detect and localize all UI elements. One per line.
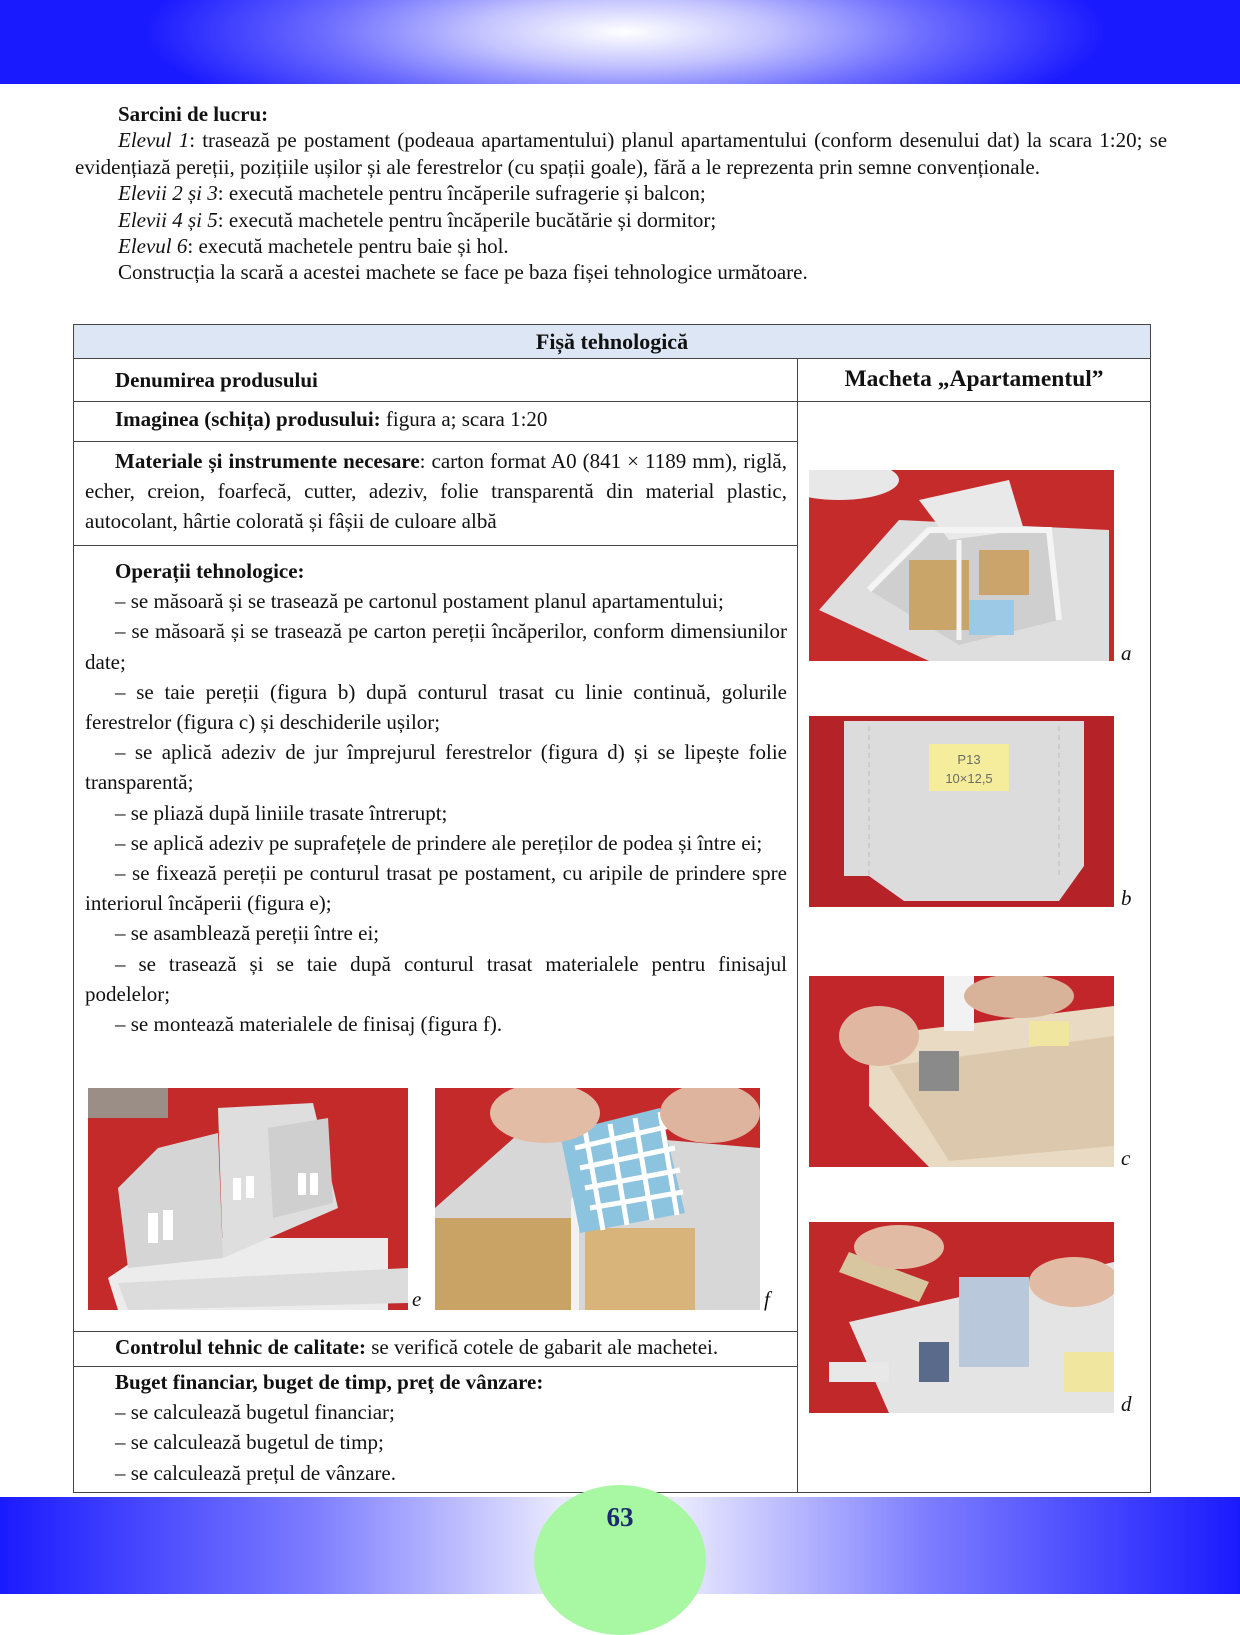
student-6-name: Elevul 6	[118, 234, 188, 259]
figure-a-label: a	[1121, 641, 1132, 665]
quality-label: Controlul tehnic de calitate:	[115, 1335, 366, 1359]
quality-cell	[74, 1332, 798, 1367]
figure-b-note-line-1: P13	[957, 752, 981, 767]
quality-text: se verifică cotele de gabarit ale machetei.	[366, 1335, 719, 1359]
image-text: figura a; scara 1:20	[380, 407, 548, 431]
product-label-cell	[74, 359, 798, 402]
operation-item: – se asamblează pereții între ei;	[115, 921, 380, 946]
figure-c-label: c	[1121, 1146, 1131, 1170]
operation-item: – se aplică adeziv pe suprafețele de prindere ale pereților de podea și între ei;	[115, 830, 763, 855]
budget-cell	[74, 1367, 798, 1493]
operation-item: – se montează materialele de finisaj (figura f).	[115, 1012, 503, 1037]
materials-text: : carton format A0 (841 × 1189 mm), riglă, echer, creion, foarfecă, cutter, adeziv, folie transparentă din material plastic, autocolant, hârtie colorată și fâșii de culoare albă	[85, 449, 787, 533]
operation-item: – se măsoară și se trasează pe carton pereții încăperilor, conform dimensiunilor date;	[85, 619, 787, 674]
figure-d-label: d	[1121, 1392, 1132, 1416]
operation-item: – se taie pereții (figura b) după conturul trasat cu linie continuă, golurile ferestrelor (figura c) și deschiderile ușilor;	[85, 679, 787, 735]
figure-d-photo	[809, 1222, 1114, 1413]
top-decorative-band	[0, 0, 1240, 84]
product-name: Macheta „Apartamentul”	[844, 366, 1104, 392]
students-2-3-name: Elevii 2 și 3	[118, 181, 218, 206]
figure-e-label: e	[412, 1287, 422, 1311]
student-1-task: : trasează pe postament (podeaua apartamentului) planul apartamentului (conform desenului dat) la scara 1:20; se evidențiază pereții, pozițiile ușilor și ale ferestrelor (cu spații goale), fără a le reprezenta prin semne convenționale.	[75, 128, 1168, 179]
figure-c-photo	[809, 976, 1114, 1167]
student-1-name: Elevul 1	[118, 128, 190, 153]
product-name-cell	[798, 359, 1151, 402]
figure-a-photo	[809, 470, 1114, 661]
page-number: 63	[606, 1502, 634, 1532]
figure-b-label: b	[1121, 886, 1132, 910]
work-tasks-section	[75, 101, 1167, 286]
materials-label: Materiale și instrumente necesare	[115, 449, 420, 473]
figure-f-label: f	[764, 1287, 770, 1311]
figure-b-note-line-2: 10×12,5	[945, 771, 993, 786]
students-2-3-task: : execută machetele pentru încăperile sufragerie și balcon;	[217, 181, 706, 206]
figure-f-photo	[435, 1088, 760, 1310]
image-cell	[74, 402, 798, 442]
operation-item: – se măsoară și se trasează pe cartonul postament planul apartamentului;	[115, 589, 724, 614]
student-6-task: : execută machetele pentru baie și hol.	[187, 234, 509, 259]
product-label: Denumirea produsului	[115, 368, 318, 392]
budget-item: – se calculează prețul de vânzare.	[115, 1460, 396, 1485]
operation-item: – se trasează și se taie după conturul trasat materialele pentru finisajul podelelor;	[85, 951, 787, 1006]
figure-b-photo	[809, 716, 1114, 907]
sheet-title: Fișă tehnologică	[74, 325, 1151, 359]
students-4-5-task: : execută machetele pentru încăperile bucătărie și dormitor;	[217, 207, 717, 232]
intro-closing: Construcția la scară a acestei machete se face pe baza fișei tehnologice următoare.	[118, 260, 808, 285]
budget-item: – se calculează bugetul financiar;	[115, 1400, 395, 1425]
tasks-heading: Sarcini de lucru:	[118, 102, 269, 126]
students-4-5-name: Elevii 4 și 5	[118, 207, 218, 232]
operation-item: – se fixează pereții pe conturul trasat pe postament, cu aripile de prindere spre interiorul încăperii (figura e);	[85, 861, 787, 916]
image-label: Imaginea (schița) produsului:	[115, 407, 381, 431]
operations-label: Operații tehnologice:	[115, 559, 305, 583]
figure-e-photo	[88, 1088, 408, 1310]
operation-item: – se pliază după liniile trasate întrerupt;	[115, 800, 448, 825]
budget-label: Buget financiar, buget de timp, preț de vânzare:	[115, 1370, 544, 1394]
operation-item: – se aplică adeziv de jur împrejurul ferestrelor (figura d) și se lipește folie transparentă;	[85, 740, 787, 795]
budget-item: – se calculează bugetul de timp;	[115, 1430, 384, 1455]
materials-cell	[74, 442, 798, 546]
